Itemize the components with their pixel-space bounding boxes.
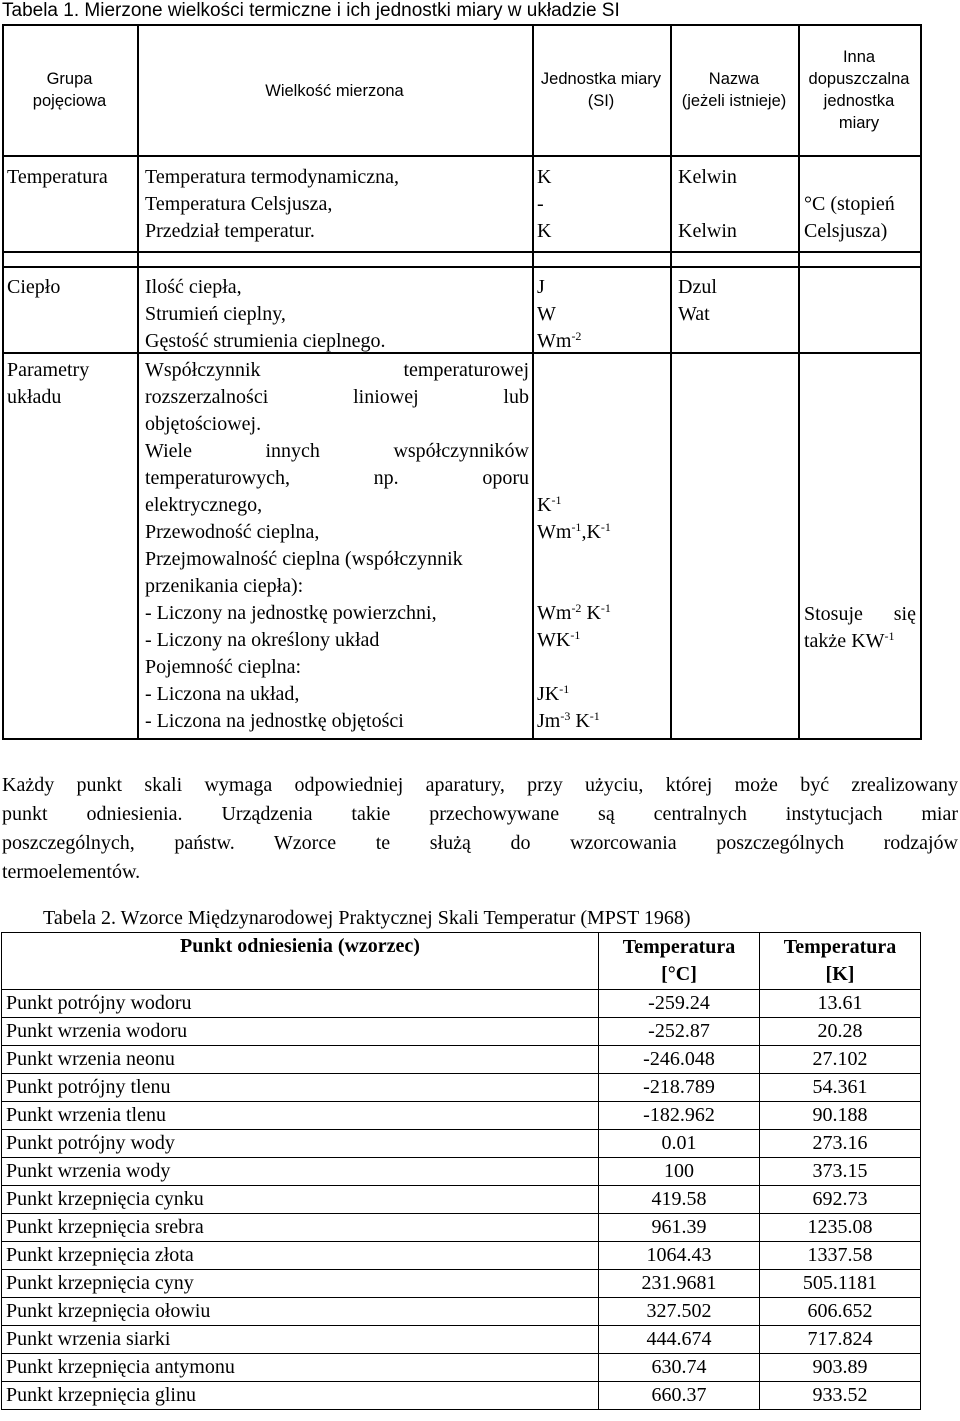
- t2-cell-point: Punkt wrzenia neonu: [2, 1046, 599, 1074]
- t2-cell-point: Punkt wrzenia wodoru: [2, 1018, 599, 1046]
- table-row: [2, 1214, 921, 1242]
- t2-cell-kelvin: 373.15: [760, 1158, 921, 1186]
- t2-cell-point: Punkt potrójny wody: [2, 1130, 599, 1158]
- t2-cell-kelvin: 692.73: [760, 1186, 921, 1214]
- table-row: [2, 1018, 921, 1046]
- t2-cell-point: Punkt krzepnięcia cynku: [2, 1186, 599, 1214]
- table-row: [2, 1298, 921, 1326]
- t2-cell-kelvin: 27.102: [760, 1046, 921, 1074]
- table-row: [2, 1270, 921, 1298]
- t1-temp-quantities: Temperatura termodynamiczna, Temperatura Celsjusza, Przedział temperatur.: [145, 166, 400, 242]
- t2-cell-kelvin: 903.89: [760, 1354, 921, 1382]
- t2-cell-point: Punkt wrzenia siarki: [2, 1326, 599, 1354]
- t2-cell-point: Punkt krzepnięcia glinu: [2, 1382, 599, 1410]
- t1-border-top: [2, 24, 922, 26]
- t1-row-line: [2, 155, 922, 157]
- t1-temp-group: Temperatura: [7, 166, 108, 188]
- table-row: [2, 1130, 921, 1158]
- table-row: [2, 1354, 921, 1382]
- t2-cell-kelvin: 1337.58: [760, 1242, 921, 1270]
- t2-cell-kelvin: 13.61: [760, 990, 921, 1018]
- t2-cell-celsius: -218.789: [599, 1074, 760, 1102]
- t2-header-point: Punkt odniesienia (wzorzec): [2, 933, 599, 990]
- t2-cell-point: Punkt potrójny tlenu: [2, 1074, 599, 1102]
- t1-heat-names: Dzul Wat: [678, 276, 717, 325]
- table1-caption: Tabela 1. Mierzone wielkości termiczne i ich jednostki miary w układzie SI: [2, 0, 620, 21]
- body-paragraph: [2, 771, 958, 887]
- table-row: [2, 1102, 921, 1130]
- t1-heat-quantities: Ilość ciepła, Strumień cieplny, Gęstość strumienia cieplnego.: [145, 276, 386, 352]
- t1-system-other: Stosuje się także $KW^{-1}$: [804, 603, 916, 652]
- t2-cell-celsius: 630.74: [599, 1354, 760, 1382]
- t1-header-other: Inna dopuszczalna jednostka miary: [808, 48, 910, 132]
- t1-heat-group: Ciepło: [7, 276, 61, 298]
- t2-cell-celsius: -246.048: [599, 1046, 760, 1074]
- table-row: [2, 990, 921, 1018]
- t2-cell-celsius: -252.87: [599, 1018, 760, 1046]
- t2-cell-kelvin: 273.16: [760, 1130, 921, 1158]
- t2-cell-point: Punkt krzepnięcia antymonu: [2, 1354, 599, 1382]
- t2-header-kelvin: Temperatura [K]: [760, 933, 921, 990]
- t2-cell-point: Punkt krzepnięcia cyny: [2, 1270, 599, 1298]
- table2-header-row: [2, 933, 921, 990]
- t1-col-line: [670, 24, 672, 740]
- t2-cell-celsius: 961.39: [599, 1214, 760, 1242]
- t2-cell-kelvin: 505.1181: [760, 1270, 921, 1298]
- table1: [2, 24, 922, 740]
- t2-cell-celsius: 327.502: [599, 1298, 760, 1326]
- paragraph-line: poszczególnych, państw. Wzorce te służą do wzorcowania poszczególnych rodzajów: [2, 832, 958, 854]
- t1-temp-names: Kelwin Kelwin: [678, 166, 737, 242]
- t2-cell-celsius: 419.58: [599, 1186, 760, 1214]
- t1-col-line: [137, 24, 139, 740]
- t2-cell-celsius: 660.37: [599, 1382, 760, 1410]
- t2-cell-celsius: -182.962: [599, 1102, 760, 1130]
- t1-border-right: [920, 24, 922, 740]
- t1-heat-units: J W $Wm^{-2}$: [537, 276, 582, 352]
- t2-cell-kelvin: 54.361: [760, 1074, 921, 1102]
- table-row: [2, 1046, 921, 1074]
- t2-cell-point: Punkt wrzenia wody: [2, 1158, 599, 1186]
- table2-caption: Tabela 2. Wzorce Międzynarodowej Praktycznej Skali Temperatur (MPST 1968): [43, 907, 691, 929]
- table-row: [2, 1242, 921, 1270]
- t2-cell-kelvin: 20.28: [760, 1018, 921, 1046]
- t2-cell-point: Punkt krzepnięcia złota: [2, 1242, 599, 1270]
- t1-header-quantity: Wielkość mierzona: [265, 82, 404, 100]
- paragraph-line: termoelementów.: [2, 861, 141, 883]
- table-row: [2, 1186, 921, 1214]
- paragraph-line: Każdy punkt skali wymaga odpowiedniej aparatury, przy użyciu, której może być zrealizowany: [2, 774, 958, 796]
- t2-cell-point: Punkt wrzenia tlenu: [2, 1102, 599, 1130]
- t1-col-line: [532, 24, 534, 740]
- t2-cell-kelvin: 90.188: [760, 1102, 921, 1130]
- table-row: [2, 1074, 921, 1102]
- t1-temp-units: K - K: [537, 166, 552, 242]
- t2-cell-celsius: 0.01: [599, 1130, 760, 1158]
- t1-system-quantities: Współczynnik temperaturowej rozszerzalności liniowej lub objętościowej. Wiele innych współczynników temperaturowych, np. oporu elektrycznego, Przewodność cieplna, Przejmowalność cieplna (współczynnik przenikania ciepła): - Liczony na jednostkę powierzchni, - Liczony na określony układ Pojemność cieplna: - Liczona na układ, - Liczona na jednostkę objętości: [145, 359, 529, 732]
- t2-cell-celsius: 1064.43: [599, 1242, 760, 1270]
- t2-cell-point: Punkt krzepnięcia srebra: [2, 1214, 599, 1242]
- t1-header-name: Nazwa (jeżeli istnieje): [681, 70, 787, 110]
- paragraph-line: punkt odniesienia. Urządzenia takie przechowywane są centralnych instytucjach miar: [2, 803, 958, 825]
- table2: [1, 932, 921, 1410]
- t1-row-line: [2, 251, 922, 253]
- t2-cell-kelvin: 717.824: [760, 1326, 921, 1354]
- t1-border-bottom: [2, 738, 922, 740]
- table-row: [2, 1326, 921, 1354]
- t2-cell-kelvin: 606.652: [760, 1298, 921, 1326]
- t2-cell-celsius: 231.9681: [599, 1270, 760, 1298]
- t1-system-units: $K^{-1}$ $Wm^{-1},K^{-1}$ $Wm^{-2}$ $K^{-1}$ $WK^{-1}$ $JK^{-1}$ $Jm^{-3}$ $K^{-1}$: [537, 493, 611, 732]
- t1-system-group: Parametry układu: [7, 359, 90, 408]
- t2-cell-celsius: -259.24: [599, 990, 760, 1018]
- t2-cell-kelvin: 1235.08: [760, 1214, 921, 1242]
- t2-cell-point: Punkt krzepnięcia ołowiu: [2, 1298, 599, 1326]
- table-row: [2, 1382, 921, 1410]
- t1-temp-other: °C (stopień Celsjusza): [804, 193, 895, 242]
- table-row: [2, 1158, 921, 1186]
- t1-border-left: [2, 24, 4, 740]
- t2-cell-celsius: 100: [599, 1158, 760, 1186]
- t2-cell-kelvin: 933.52: [760, 1382, 921, 1410]
- t1-header-unit: Jednostka miary (SI): [540, 70, 662, 110]
- t2-header-celsius: Temperatura [°C]: [599, 933, 760, 990]
- t1-row-line: [2, 266, 922, 268]
- t2-cell-point: Punkt potrójny wodoru: [2, 990, 599, 1018]
- t1-header-group: Grupa pojęciowa: [32, 70, 107, 110]
- t2-cell-celsius: 444.674: [599, 1326, 760, 1354]
